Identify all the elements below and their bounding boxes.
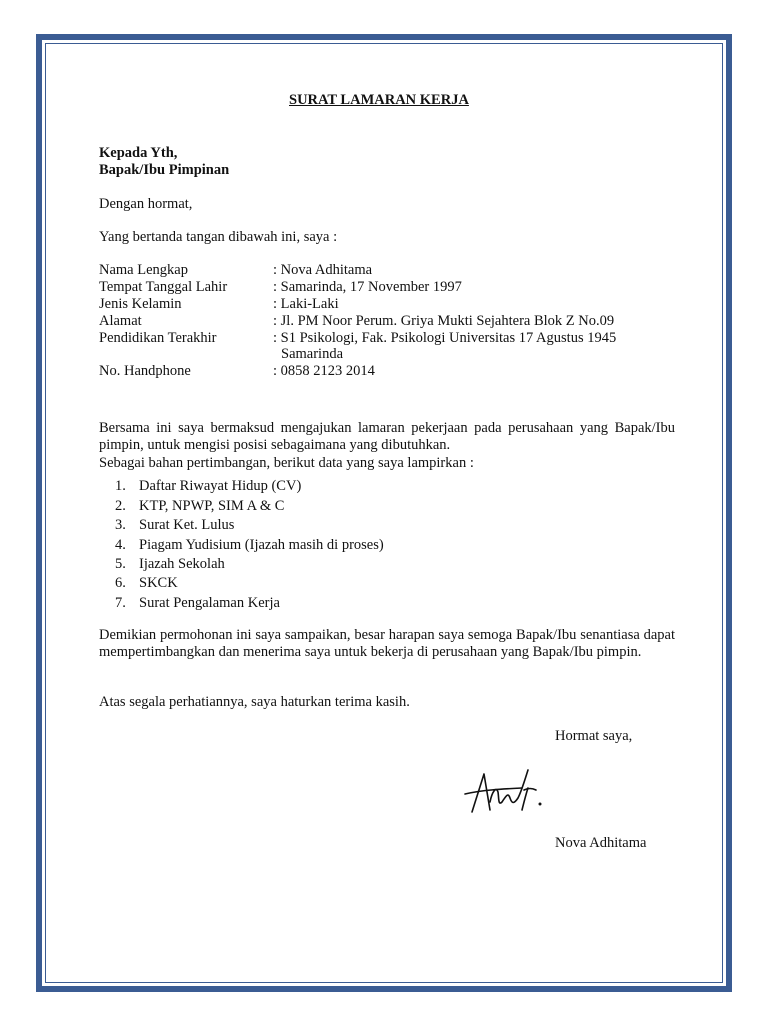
intro-text: Yang bertanda tangan dibawah ini, saya : bbox=[99, 229, 338, 245]
thanks-text: Atas segala perhatiannya, saya haturkan terima kasih. bbox=[99, 694, 410, 710]
list-text: Piagam Yudisium (Ijazah masih di proses) bbox=[139, 537, 384, 553]
detail-label: Nama Lengkap bbox=[99, 262, 188, 278]
list-number: 3. bbox=[115, 517, 126, 533]
list-text: Daftar Riwayat Hidup (CV) bbox=[139, 478, 302, 494]
detail-value: : Samarinda, 17 November 1997 bbox=[273, 279, 462, 295]
list-number: 5. bbox=[115, 556, 126, 572]
list-item bbox=[115, 478, 301, 495]
list-number: 4. bbox=[115, 537, 126, 553]
detail-value: : Nova Adhitama bbox=[273, 262, 373, 278]
list-item bbox=[115, 537, 384, 554]
detail-label: Tempat Tanggal Lahir bbox=[99, 279, 228, 295]
recipient-line1: Kepada Yth, bbox=[99, 145, 178, 161]
detail-value: : Jl. PM Noor Perum. Griya Mukti Sejahtera Blok Z No.09 bbox=[273, 313, 615, 329]
detail-label: Pendidikan Terakhir bbox=[99, 330, 217, 346]
greeting: Dengan hormat, bbox=[99, 196, 193, 212]
list-text: SKCK bbox=[139, 575, 178, 591]
list-text: KTP, NPWP, SIM A & C bbox=[139, 498, 285, 514]
recipient-line2: Bapak/Ibu Pimpinan bbox=[99, 162, 230, 178]
list-number: 6. bbox=[115, 575, 126, 591]
list-number: 1. bbox=[115, 478, 126, 494]
signer-name: Nova Adhitama bbox=[555, 835, 647, 851]
signature-image bbox=[462, 762, 546, 822]
attachments-intro: Sebagai bahan pertimbangan, berikut data yang saya lampirkan : bbox=[99, 455, 474, 471]
detail-value: : Laki-Laki bbox=[273, 296, 339, 312]
detail-value-continued: Samarinda bbox=[281, 346, 344, 362]
list-text: Surat Ket. Lulus bbox=[139, 517, 235, 533]
list-item bbox=[115, 517, 234, 534]
detail-label: Alamat bbox=[99, 313, 142, 329]
list-item bbox=[115, 595, 280, 612]
list-item bbox=[115, 556, 225, 573]
list-text: Ijazah Sekolah bbox=[139, 556, 225, 572]
closing-paragraph: Demikian permohonan ini saya sampaikan, besar harapan saya semoga Bapak/Ibu senantiasa dapat mempertimbangkan dan menerima saya untuk bekerja di perusahaan yang Bapak/Ibu pimpin. bbox=[99, 627, 675, 660]
list-number: 7. bbox=[115, 595, 126, 611]
body-paragraph: Bersama ini saya bermaksud mengajukan lamaran pekerjaan pada perusahaan yang Bapak/Ibu pimpin, untuk mengisi posisi sebagaimana yang dibutuhkan. bbox=[99, 420, 675, 453]
list-item bbox=[115, 498, 284, 515]
letter-title: SURAT LAMARAN KERJA bbox=[289, 92, 469, 108]
detail-label: Jenis Kelamin bbox=[99, 296, 182, 312]
detail-value: : S1 Psikologi, Fak. Psikologi Universitas 17 Agustus 1945 bbox=[273, 330, 617, 346]
list-number: 2. bbox=[115, 498, 126, 514]
list-text: Surat Pengalaman Kerja bbox=[139, 595, 280, 611]
detail-value: : 0858 2123 2014 bbox=[273, 363, 375, 379]
sign-off: Hormat saya, bbox=[555, 728, 633, 744]
list-item bbox=[115, 575, 178, 592]
detail-label: No. Handphone bbox=[99, 363, 191, 379]
